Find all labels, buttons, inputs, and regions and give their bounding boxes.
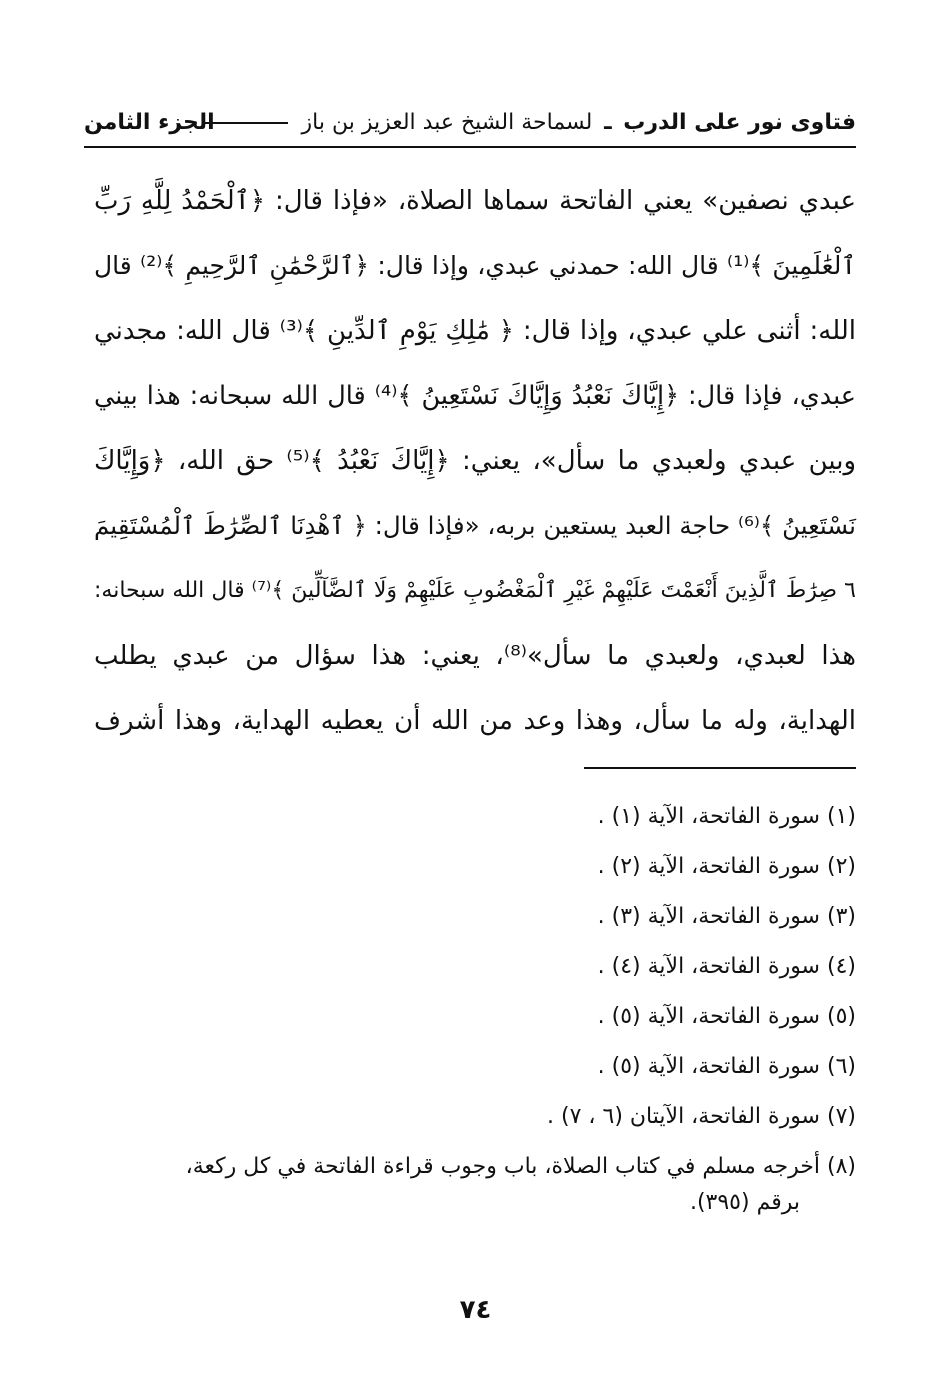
text-line: عبدي نصفين» يعني الفاتحة سماها الصلاة، «فإذا قال: ﴿ٱلْحَمْدُ لِلَّهِ رَبِّ	[94, 186, 856, 216]
author-name: لسماحة الشيخ عبد العزيز بن باز	[301, 110, 593, 135]
main-text	[94, 176, 856, 761]
footnote-item: (١) سورة الفاتحة، الآية (١) .	[597, 804, 856, 829]
text-line: ٱلْعَٰلَمِينَ ﴾⁽¹⁾ قال الله: حمدني عبدي، وإذا قال: ﴿ٱلرَّحْمَٰنِ ٱلرَّحِيمِ ﴾⁽²⁾ قال	[94, 251, 856, 280]
footnote-item: (٣) سورة الفاتحة، الآية (٣) .	[597, 904, 856, 929]
page-number: ٧٤	[459, 1295, 492, 1325]
footnote-item: (٨) أخرجه مسلم في كتاب الصلاة، باب وجوب قراءة الفاتحة في كل ركعة،	[185, 1154, 856, 1179]
header-title	[198, 110, 856, 135]
header-dash-rule	[204, 122, 288, 124]
text-line: ٦ صِرَٰطَ ٱلَّذِينَ أَنْعَمْتَ عَلَيْهِمْ غَيْرِ ٱلْمَغْضُوبِ عَلَيْهِمْ وَلَا ٱلضَّآلِّينَ ﴾⁽⁷⁾ قال الله سبحانه:	[94, 578, 856, 603]
footnote-item: (٥) سورة الفاتحة، الآية (٥) .	[597, 1004, 856, 1029]
text-line: عبدي، فإذا قال: ﴿إِيَّاكَ نَعْبُدُ وَإِيَّاكَ نَسْتَعِينُ ﴾⁽⁴⁾ قال الله سبحانه: هذا بيني	[94, 381, 857, 411]
footnote-separator	[584, 767, 856, 769]
text-line: الهداية، وله ما سأل، وهذا وعد من الله أن يعطيه الهداية، وهذا أشرف	[94, 706, 856, 736]
text-line: هذا لعبدي، ولعبدي ما سأل»⁽⁸⁾، يعني: هذا سؤال من عبدي يطلب	[94, 641, 856, 671]
title-separator: ـ	[604, 110, 612, 135]
footnote-item: (٤) سورة الفاتحة، الآية (٤) .	[597, 954, 856, 979]
footnote-item: (٦) سورة الفاتحة، الآية (٥) .	[597, 1054, 856, 1079]
running-header	[84, 106, 856, 148]
text-line: نَسْتَعِينُ ﴾⁽⁶⁾ حاجة العبد يستعين بربه، «فإذا قال: ﴿ ٱهْدِنَا ٱلصِّرَٰطَ ٱلْمُسْتَقِيمَ	[94, 511, 856, 540]
text-line: وبين عبدي ولعبدي ما سأل»، يعني: ﴿إِيَّاكَ نَعْبُدُ ﴾⁽⁵⁾ حق الله، ﴿وَإِيَّاكَ	[94, 446, 857, 476]
book-title: فتاوى نور على الدرب	[623, 110, 856, 135]
footnote-item: (٧) سورة الفاتحة، الآيتان (٦ ، ٧) .	[547, 1104, 856, 1129]
footnote-continuation: برقم (٣٩٥).	[689, 1190, 800, 1215]
volume-part: الجزء الثامن	[84, 110, 215, 135]
footnote-item: (٢) سورة الفاتحة، الآية (٢) .	[597, 854, 856, 879]
text-line: الله: أثنى علي عبدي، وإذا قال: ﴿ مَٰلِكِ يَوْمِ ٱلدِّينِ ﴾⁽³⁾ قال الله: مجدني	[94, 316, 856, 346]
footnotes	[94, 797, 856, 1233]
